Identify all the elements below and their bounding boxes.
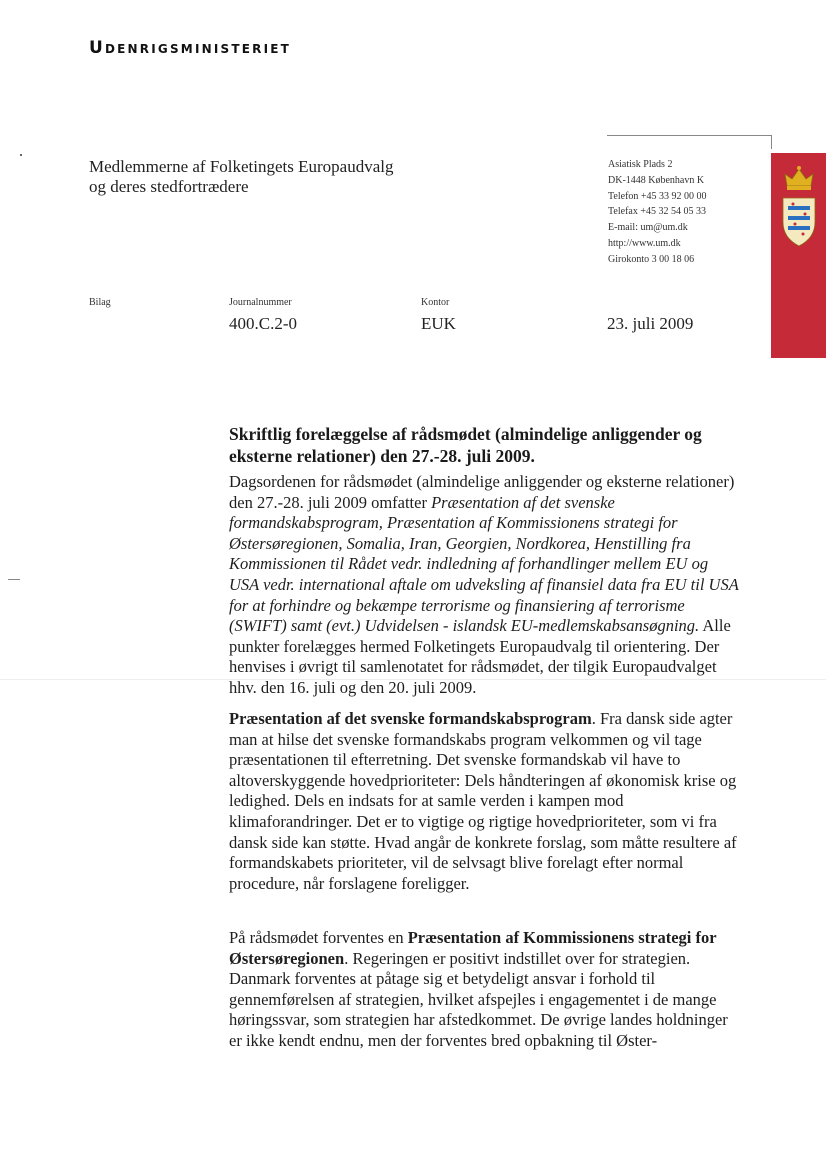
recipient-line-1: Medlemmerne af Folketingets Europaudvalg — [89, 157, 394, 176]
office-code: EUK — [421, 314, 456, 333]
address-giro: Girokonto 3 00 18 06 — [608, 253, 695, 265]
recipient-block — [89, 157, 394, 197]
address-rule-tick — [771, 135, 772, 149]
paragraph-swedish-presidency — [229, 709, 739, 894]
kontor-label: Kontor — [421, 297, 450, 308]
royal-crest-icon — [779, 164, 819, 252]
baltic-strategy-title: Præsentation af Kommissionens strategi for Østersøregionen — [229, 928, 717, 968]
swedish-presidency-body: . Fra dansk side agter man at hilse det svenske formandskabs program velkommen og vil tage præsentationen til efterretning. Det svenske formandskab vil have to altoverskyggende hovedprioriteter: Dels håndteringen af økonomisk krise og ledighed. Dels en indsats for at samle verden i kampen mod klimaforandringer. Det er to vigtige og rigtige hovedprioriteter, som vi fra dansk side kan støtte. Hvad angår de konkrete forslag, som måtte resultere af formandskabets prioriteter, vil de selvsagt blive forelagt efter normal procedure, når forslagene foreligger. — [229, 709, 737, 893]
bilag-label: Bilag — [89, 297, 111, 308]
journal-number: 400.C.2-0 — [229, 314, 297, 333]
baltic-intro: På rådsmødet forventes en — [229, 928, 408, 947]
agenda-outro: Alle punkter forelægges hermed Folketingets Europaudvalg til orientering. Der henvises i øvrigt til samlenotatet for rådsmødet, der tilgik Europaudvalget hhv. den 16. juli og den 20. juli 2009. — [229, 616, 731, 697]
scan-dot — [20, 154, 22, 156]
baltic-body: . Regeringen er positivt indstillet over for strategien. Danmark forventes at påtage sig et betydeligt ansvar i forhold til gennemførelsen af strategien, hvilket afspejles i engagementet i de mange høringssvar, som strategien har afstedkommet. De øvrige landes holdninger er ikke kendt endnu, men der forventes bred opbakning til Øster- — [229, 948, 728, 1050]
sender-address — [608, 157, 707, 268]
agenda-intro: Dagsordenen for rådsmødet (almindelige anliggender og eksterne relationer) den 27.-28. juli 2009 omfatter — [229, 472, 735, 512]
agenda-items: Præsentation af det svenske formandskabsprogram, Præsentation af Kommissionens strategi for Østersøregionen, Somalia, Iran, Georgien, Nordkorea, Henstilling fra Kommissionen til Rådet vedr. indledning af forhandlinger mellem EU og USA vedr. international aftale om udveksling af finansiel data fra EU til USA for at forhindre og bekæmpe terrorisme og finansiering af terrorisme (SWIFT) samt (evt.) Udvidelsen - islandsk EU-medlemskabsansøgning. — [229, 492, 739, 636]
ministry-masthead: Udenrigsministeriet — [89, 38, 292, 58]
address-web: http://www.um.dk — [608, 237, 681, 249]
margin-mark — [8, 579, 20, 580]
letter-date: 23. juli 2009 — [607, 314, 694, 333]
address-rule — [607, 135, 772, 136]
document-heading: Skriftlig forelæggelse af rådsmødet (almindelige anliggender og eksterne relationer) den 27.-28. juli 2009. — [229, 424, 702, 466]
recipient-line-2: og deres stedfortrædere — [89, 177, 249, 196]
paragraph-baltic-strategy — [229, 928, 739, 1052]
journal-label: Journalnummer — [229, 297, 292, 308]
address-phone: Telefon +45 33 92 00 00 — [608, 190, 707, 202]
swedish-presidency-title: Præsentation af det svenske formandskabsprogram — [229, 709, 592, 728]
address-fax: Telefax +45 32 54 05 33 — [608, 206, 706, 218]
paragraph-agenda — [229, 472, 739, 699]
address-street: Asiatisk Plads 2 — [608, 159, 673, 170]
address-email: E-mail: um@um.dk — [608, 222, 688, 234]
address-city: DK-1448 København K — [608, 174, 705, 186]
